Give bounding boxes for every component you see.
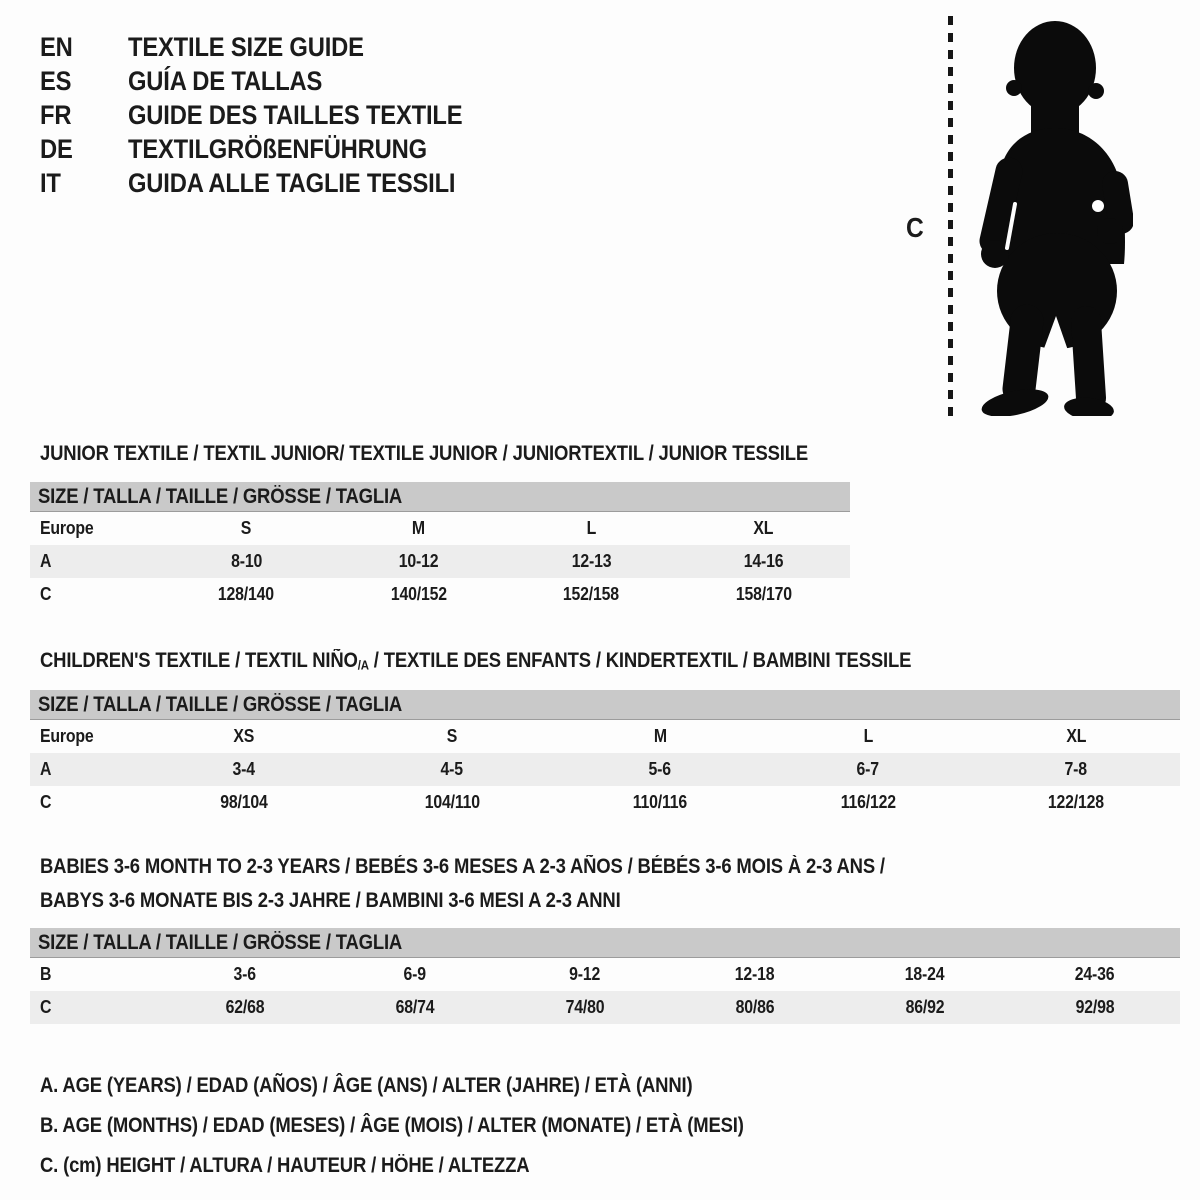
size-cell-text: 3-6 bbox=[233, 964, 257, 984]
size-cell-text: 140/152 bbox=[390, 584, 447, 604]
size-cell bbox=[330, 991, 500, 1024]
size-cell bbox=[160, 512, 333, 545]
size-cell bbox=[333, 512, 506, 545]
section-title bbox=[40, 850, 1180, 918]
language-code-text: IT bbox=[40, 167, 61, 198]
section-title-line bbox=[40, 884, 1180, 918]
size-cell-text: S bbox=[446, 726, 458, 746]
section-title-part: CHILDREN'S TEXTILE / TEXTIL NIÑO bbox=[40, 649, 358, 672]
size-cell-text: 12-18 bbox=[735, 964, 775, 984]
size-table-row bbox=[30, 786, 1180, 819]
size-cell bbox=[140, 786, 348, 819]
children-size-table bbox=[30, 690, 1180, 819]
language-code-text: ES bbox=[40, 65, 72, 96]
size-cell-text: 122/128 bbox=[1047, 792, 1105, 812]
size-cell bbox=[160, 545, 333, 578]
size-cell bbox=[160, 991, 330, 1024]
size-cell-text: 104/110 bbox=[424, 792, 480, 812]
language-code-text: DE bbox=[40, 133, 73, 164]
row-label bbox=[30, 545, 160, 578]
language-label: GUIDA ALLE TAGLIE TESSILI bbox=[128, 167, 456, 198]
size-cell-text: 18-24 bbox=[905, 964, 945, 984]
section-childrens-textile bbox=[30, 644, 1180, 812]
size-cell-text: XL bbox=[753, 518, 774, 538]
size-cell bbox=[840, 958, 1010, 991]
legend-note-line bbox=[40, 1146, 840, 1186]
language-list bbox=[40, 30, 508, 200]
size-cell bbox=[500, 958, 670, 991]
size-table-row bbox=[30, 958, 1180, 991]
row-label-text: Europe bbox=[40, 726, 94, 746]
row-label bbox=[30, 578, 160, 611]
row-label bbox=[30, 753, 140, 786]
size-cell-text: 8-10 bbox=[230, 551, 262, 571]
legend-note-line bbox=[40, 1066, 840, 1106]
size-cell-text: 10-12 bbox=[398, 551, 439, 571]
size-cell bbox=[678, 512, 851, 545]
size-cell-text: 98/104 bbox=[220, 792, 268, 812]
size-cell-text: 116/122 bbox=[840, 792, 896, 812]
legend-note-text: A. AGE (YEARS) / EDAD (AÑOS) / ÂGE (ANS) / ALTER (JAHRE) / ETÀ (ANNI) bbox=[40, 1074, 693, 1097]
size-cell-text: 9-12 bbox=[569, 964, 601, 984]
babies-size-table bbox=[30, 928, 1180, 1024]
junior-size-table bbox=[30, 482, 850, 611]
language-code-text: FR bbox=[40, 99, 72, 130]
language-code-text: EN bbox=[40, 31, 73, 62]
size-cell bbox=[140, 720, 348, 753]
size-table-row bbox=[30, 720, 1180, 753]
size-cell-text: 92/98 bbox=[1075, 997, 1115, 1017]
row-label-text: C bbox=[40, 997, 52, 1017]
size-table-row bbox=[30, 753, 1180, 786]
size-cell bbox=[972, 753, 1180, 786]
size-cell bbox=[764, 786, 972, 819]
size-cell bbox=[333, 578, 506, 611]
size-cell-text: 80/86 bbox=[735, 997, 775, 1017]
language-label: GUIDE DES TAILLES TEXTILE bbox=[128, 99, 463, 130]
size-cell-text: 7-8 bbox=[1064, 759, 1088, 779]
row-label-text: Europe bbox=[40, 518, 94, 538]
size-cell-text: 5-6 bbox=[648, 759, 672, 779]
language-code bbox=[40, 134, 128, 165]
size-cell-text: 6-9 bbox=[403, 964, 427, 984]
size-cell bbox=[330, 958, 500, 991]
language-row bbox=[40, 132, 508, 166]
height-measure-label-text: C bbox=[906, 212, 924, 243]
row-label bbox=[30, 958, 160, 991]
size-cell-text: 14-16 bbox=[743, 551, 784, 571]
size-cell-text: L bbox=[863, 726, 873, 746]
size-cell bbox=[670, 958, 840, 991]
size-cell bbox=[556, 753, 764, 786]
section-title-line bbox=[40, 850, 1180, 884]
size-cell-text: 3-4 bbox=[232, 759, 256, 779]
language-code bbox=[40, 66, 128, 97]
size-table-row bbox=[30, 991, 1180, 1024]
size-cell-text: M bbox=[412, 518, 426, 538]
size-cell bbox=[140, 753, 348, 786]
section-title-text bbox=[40, 437, 808, 471]
size-cell-text: 74/80 bbox=[565, 997, 605, 1017]
language-label: TEXTILGRÖßENFÜHRUNG bbox=[128, 133, 427, 164]
size-cell bbox=[333, 545, 506, 578]
size-cell-text: XS bbox=[233, 726, 255, 746]
row-label-text: C bbox=[40, 792, 52, 812]
size-header-label: SIZE / TALLA / TAILLE / GRÖSSE / TAGLIA bbox=[38, 484, 403, 508]
legend-note-text: C. (cm) HEIGHT / ALTURA / HAUTEUR / HÖHE / ALTEZZA bbox=[40, 1154, 530, 1177]
size-cell bbox=[348, 753, 556, 786]
size-cell-text: 152/158 bbox=[563, 584, 620, 604]
size-cell bbox=[348, 720, 556, 753]
height-measure-dashed-line bbox=[948, 16, 953, 416]
language-row bbox=[40, 98, 508, 132]
size-cell-text: 68/74 bbox=[395, 997, 435, 1017]
language-row bbox=[40, 166, 508, 200]
size-cell bbox=[1010, 991, 1180, 1024]
size-cell bbox=[678, 545, 851, 578]
section-title bbox=[40, 437, 850, 471]
size-cell-text: 62/68 bbox=[225, 997, 265, 1017]
size-cell bbox=[556, 720, 764, 753]
size-table-row bbox=[30, 578, 850, 611]
section-title-text bbox=[40, 850, 885, 884]
row-label bbox=[30, 991, 160, 1024]
size-header-bar bbox=[30, 690, 1180, 720]
legend-note-text: B. AGE (MONTHS) / EDAD (MESES) / ÂGE (MOIS) / ALTER (MONATE) / ETÀ (MESI) bbox=[40, 1114, 744, 1137]
row-label-text: B bbox=[40, 964, 52, 984]
size-cell bbox=[505, 578, 678, 611]
size-cell-text: 24-36 bbox=[1075, 964, 1115, 984]
section-title-text bbox=[40, 644, 911, 682]
size-cell-text: M bbox=[653, 726, 667, 746]
size-table-row bbox=[30, 512, 850, 545]
size-cell bbox=[505, 545, 678, 578]
size-cell bbox=[678, 578, 851, 611]
size-cell-text: 86/92 bbox=[905, 997, 945, 1017]
size-cell bbox=[972, 720, 1180, 753]
section-title-text bbox=[40, 884, 621, 918]
row-label-text: A bbox=[40, 551, 52, 571]
language-label: TEXTILE SIZE GUIDE bbox=[128, 31, 364, 62]
section-title-part: BABIES 3-6 MONTH TO 2-3 YEARS / BEBÉS 3-6 MESES A 2-3 AÑOS / BÉBÉS 3-6 MOIS À 2-3 ANS / bbox=[40, 855, 885, 878]
size-cell-text: 128/140 bbox=[218, 584, 275, 604]
size-cell bbox=[1010, 958, 1180, 991]
section-title-line bbox=[40, 437, 850, 471]
size-cell bbox=[840, 991, 1010, 1024]
size-header-label: SIZE / TALLA / TAILLE / GRÖSSE / TAGLIA bbox=[38, 930, 403, 954]
row-label-text: A bbox=[40, 759, 52, 779]
section-title-part: / TEXTILE DES ENFANTS / KINDERTEXTIL / BAMBINI TESSILE bbox=[368, 649, 912, 672]
size-cell-text: 110/116 bbox=[632, 792, 688, 812]
size-cell bbox=[764, 753, 972, 786]
size-cell bbox=[160, 578, 333, 611]
legend-note-line bbox=[40, 1106, 840, 1146]
size-table-row bbox=[30, 545, 850, 578]
language-row bbox=[40, 64, 508, 98]
size-cell bbox=[505, 512, 678, 545]
size-header-label: SIZE / TALLA / TAILLE / GRÖSSE / TAGLIA bbox=[38, 692, 403, 716]
legend-notes bbox=[40, 1066, 840, 1186]
size-cell-text: 158/170 bbox=[735, 584, 792, 604]
size-cell-text: 6-7 bbox=[856, 759, 880, 779]
section-title-subscript: /A bbox=[357, 657, 369, 673]
section-junior-textile bbox=[30, 437, 850, 604]
row-label bbox=[30, 720, 140, 753]
size-cell bbox=[160, 958, 330, 991]
size-cell-text: L bbox=[586, 518, 596, 538]
size-cell bbox=[764, 720, 972, 753]
size-header-bar bbox=[30, 928, 1180, 958]
size-cell-text: XL bbox=[1066, 726, 1086, 746]
size-cell bbox=[348, 786, 556, 819]
size-cell bbox=[500, 991, 670, 1024]
toddler-silhouette-icon bbox=[969, 16, 1133, 416]
row-label bbox=[30, 786, 140, 819]
section-title-line bbox=[40, 644, 1180, 678]
language-code bbox=[40, 168, 128, 199]
size-cell-text: S bbox=[241, 518, 252, 538]
language-label: GUÍA DE TALLAS bbox=[128, 65, 323, 96]
size-cell-text: 4-5 bbox=[440, 759, 464, 779]
language-code bbox=[40, 32, 128, 63]
section-babies-textile bbox=[30, 850, 1180, 1017]
height-measure-label bbox=[906, 212, 926, 244]
size-header-bar bbox=[30, 482, 850, 512]
language-row bbox=[40, 30, 508, 64]
row-label-text: C bbox=[40, 584, 52, 604]
size-cell bbox=[972, 786, 1180, 819]
size-cell bbox=[670, 991, 840, 1024]
size-cell bbox=[556, 786, 764, 819]
section-title-part: BABYS 3-6 MONATE BIS 2-3 JAHRE / BAMBINI 3-6 MESI A 2-3 ANNI bbox=[40, 889, 621, 912]
row-label bbox=[30, 512, 160, 545]
section-title-part: JUNIOR TEXTILE / TEXTIL JUNIOR/ TEXTILE JUNIOR / JUNIORTEXTIL / JUNIOR TESSILE bbox=[40, 442, 809, 465]
size-cell-text: 12-13 bbox=[571, 551, 612, 571]
section-title bbox=[40, 644, 1180, 678]
language-code bbox=[40, 100, 128, 131]
